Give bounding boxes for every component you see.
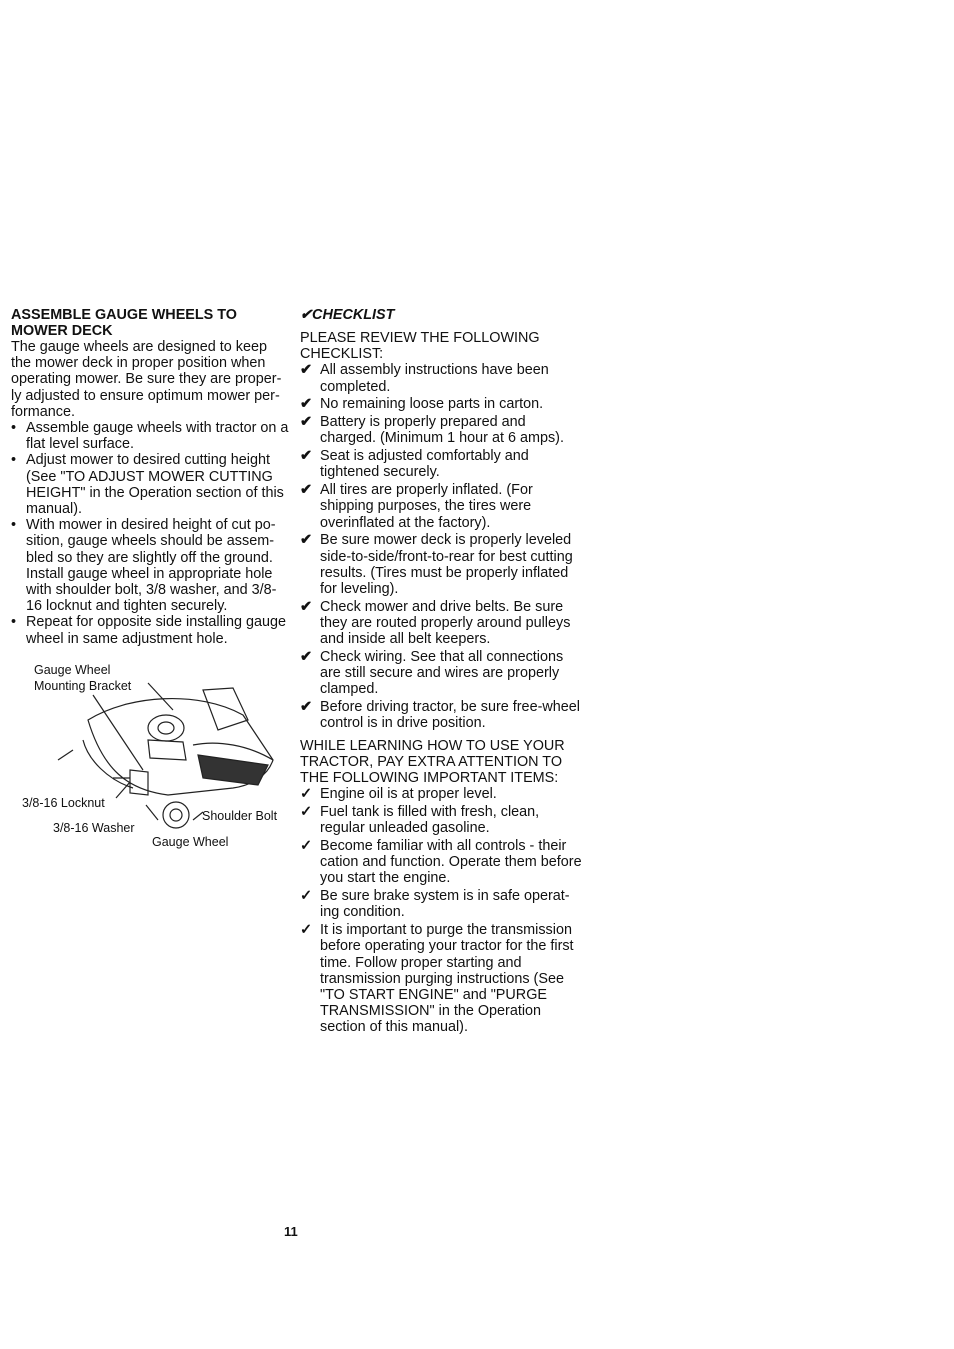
checklist-item [300, 532, 585, 597]
checklist-item [300, 448, 585, 480]
list-item [11, 517, 291, 614]
important-item [300, 888, 585, 920]
important-items-list [300, 786, 585, 1035]
list-item-text: With mower in desired height of cut po-sition, gauge wheels should be assem-bled so they are slightly off the ground. Install gauge wheel in appropriate hole with shoulder bolt, 3/8 washer, and 3/8-16 locknut and tighten securely. [26, 517, 277, 615]
checklist-item [300, 414, 585, 446]
shoulder-bolt-label: Shoulder Bolt [202, 809, 278, 823]
checklist-item [300, 396, 585, 412]
locknut-label: 3/8-16 Locknut [22, 796, 105, 810]
checkmark-icon: ✔ [300, 448, 313, 465]
checklist-item [300, 482, 585, 531]
bracket-label-line-2: Mounting Bracket [34, 679, 132, 693]
checklist-item [300, 599, 585, 648]
important-item-text: Be sure brake system is in safe operat-ing condition. [320, 888, 570, 921]
important-item-text: Fuel tank is filled with fresh, clean, regular unleaded gasoline. [320, 804, 540, 837]
bullet-mark: • [11, 517, 17, 534]
tick-icon: ✓ [300, 888, 313, 905]
list-item-text: Adjust mower to desired cutting height (See "TO ADJUST MOWER CUTTING HEIGHT" in the Operation section of this manual). [26, 452, 284, 518]
important-item-text: Engine oil is at proper level. [320, 786, 497, 803]
checkmark-icon: ✔ [300, 482, 313, 499]
checklist-item-text: Check wiring. See that all connections are still secure and wires are properly clamped. [320, 649, 564, 698]
tick-icon: ✓ [300, 922, 313, 939]
washer-label: 3/8-16 Washer [53, 821, 135, 835]
gauge-wheel-label: Gauge Wheel [152, 835, 229, 849]
page-number: 11 [284, 1224, 298, 1239]
checklist-item-text: Battery is properly prepared and charged. (Minimum 1 hour at 6 amps). [320, 414, 564, 447]
heading-line-2: MOWER DECK [11, 323, 113, 339]
list-item [11, 614, 291, 646]
checklist [300, 362, 585, 731]
checkmark-icon: ✔ [300, 699, 313, 716]
intro-paragraph: The gauge wheels are designed to keep the mower deck in proper position when operating mower. Be sure they are proper-ly adjusted to ensure optimum mower per-formance. [11, 339, 282, 420]
checklist-item [300, 699, 585, 731]
right-column [300, 307, 585, 1037]
checklist-item-text: Before driving tractor, be sure free-wheel control is in drive position. [320, 699, 580, 732]
important-item [300, 804, 585, 836]
review-instruction: PLEASE REVIEW THE FOLLOWING CHECKLIST: [300, 330, 540, 363]
left-column [11, 307, 291, 647]
checklist-item [300, 362, 585, 394]
important-item-text: It is important to purge the transmission before operating your tractor for the first time. Follow proper starting and transmission purging instructions (See "TO START ENGINE" and "PURGE TRANSMISSION" in the Operation section of this manual). [320, 922, 574, 1036]
important-item [300, 838, 585, 887]
bullet-mark: • [11, 614, 17, 631]
checkmark-icon: ✔ [300, 362, 313, 379]
important-item [300, 786, 585, 802]
bullet-mark: • [11, 452, 17, 469]
important-item [300, 922, 585, 1035]
checklist-item-text: All assembly instructions have been completed. [320, 362, 549, 395]
checkmark-icon: ✔ [300, 649, 313, 666]
important-item-text: Become familiar with all controls - their cation and function. Operate them before you start the engine. [320, 838, 582, 887]
checklist-item-text: Check mower and drive belts. Be sure they are routed properly around pulleys and inside all belt keepers. [320, 598, 571, 648]
list-item [11, 452, 291, 517]
heading-line-1: ASSEMBLE GAUGE WHEELS TO [11, 307, 238, 323]
learning-instruction: WHILE LEARNING HOW TO USE YOUR TRACTOR, PAY EXTRA ATTENTION TO THE FOLLOWING IMPORTANT ITEMS: [300, 737, 565, 787]
checklist-heading: ✔CHECKLIST [300, 307, 395, 323]
checklist-item-text: All tires are properly inflated. (For shipping purposes, the tires were overinflated at the factory). [320, 482, 533, 531]
checklist-item [300, 649, 585, 698]
bullet-mark: • [11, 420, 17, 437]
tick-icon: ✓ [300, 804, 313, 821]
list-item-text: Assemble gauge wheels with tractor on a flat level surface. [26, 420, 289, 453]
checkmark-icon: ✔ [300, 598, 313, 615]
checklist-item-text: Be sure mower deck is properly leveled side-to-side/front-to-rear for best cutting results. (Tires must be properly inflated for leveling). [320, 532, 573, 598]
checkmark-icon: ✔ [300, 532, 313, 549]
instruction-list [11, 420, 291, 647]
tick-icon: ✓ [300, 786, 313, 803]
tick-icon: ✓ [300, 838, 313, 855]
bracket-label-line-1: Gauge Wheel [34, 663, 111, 677]
list-item [11, 420, 291, 452]
checklist-item-text: Seat is adjusted comfortably and tightened securely. [320, 448, 529, 481]
gauge-wheel-diagram [18, 660, 288, 855]
list-item-text: Repeat for opposite side installing gauge wheel in same adjustment hole. [26, 614, 287, 647]
checkmark-icon: ✔ [300, 396, 313, 413]
checklist-item-text: No remaining loose parts in carton. [320, 396, 544, 413]
checkmark-icon: ✔ [300, 414, 313, 431]
section-heading-gauge-wheels [11, 307, 291, 339]
